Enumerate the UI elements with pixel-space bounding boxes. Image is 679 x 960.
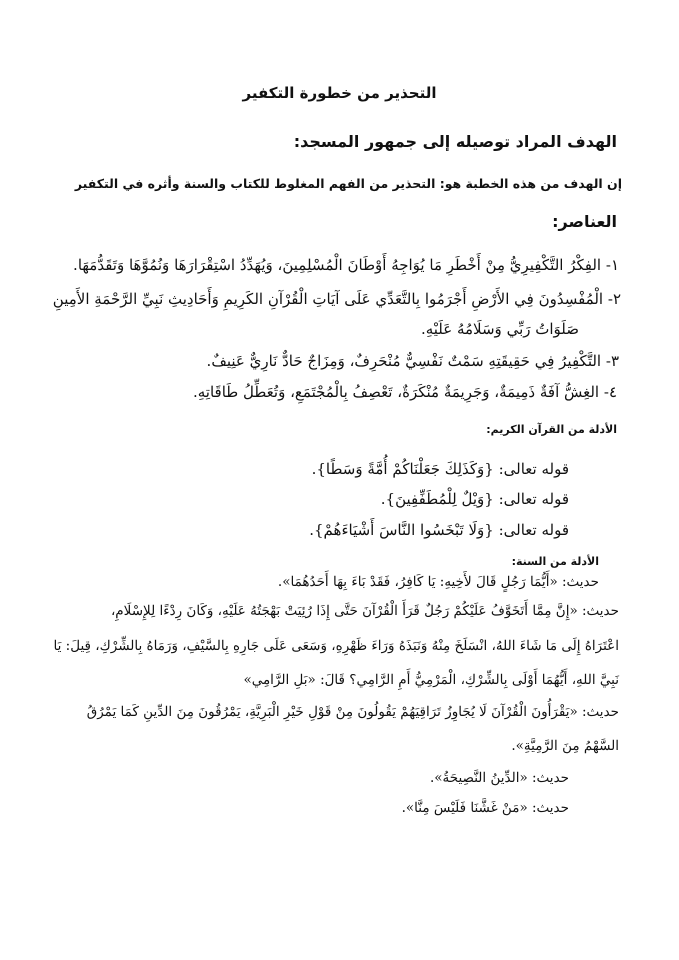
hadith-2: حديث: «إِنَّ مِمَّا أَتَخَوَّفُ عَلَيْكُمْ رَجُلٌ قَرَأَ الْقُرْآنَ حَتَّى إِذَا رُئِيَتْ بَهْجَتُهُ عَلَيْهِ، وَكَانَ رِدْءًا لِلإِسْلَامِ، xyxy=(110,603,619,619)
goal-heading: الهدف المراد توصيله إلى جمهور المسجد: xyxy=(293,132,617,151)
hadith-2-cont-2: نَبِيَّ اللهِ، أَيُّهُمَا أَوْلَى بِالشِّرْكِ، الْمَرْمِيُّ أَمِ الرَّامِي؟ قَالَ: «بَلِ الرَّامِي» xyxy=(243,672,619,688)
quran-heading: الأدلة من القرآن الكريم: xyxy=(486,423,617,436)
hadith-3-cont: السَّهْمُ مِنَ الرَّمِيَّةِ». xyxy=(511,738,619,754)
hadith-1: حديث: «أَيُّمَا رَجُلٍ قَالَ لأَخِيهِ: يَا كَافِرُ، فَقَدْ بَاءَ بِهَا أَحَدُهُمَا». xyxy=(277,574,599,590)
elements-heading: العناصر: xyxy=(552,212,617,231)
hadith-4: حديث: «الدِّينُ النَّصِيحَةُ». xyxy=(429,770,569,786)
quran-verse-3: قوله تعالى: {وَلَا تَبْخَسُوا النَّاسَ أَشْيَاءَهُمْ}. xyxy=(309,521,569,539)
element-item-4: ٤- الغِشُّ آفَةٌ ذَمِيمَةٌ، وَجَرِيمَةٌ مُنْكَرَةٌ، تَعْصِفُ بِالْمُجْتَمَعِ، وَتُعَطِّلُ طَاقَاتِهِ. xyxy=(192,383,617,401)
hadith-5: حديث: «مَنْ غَشَّنَا فَلَيْسَ مِنَّا». xyxy=(401,800,569,816)
element-item-1: ١- الفِكْرُ التَّكْفِيرِيُّ مِنْ أَخْطَرِ مَا يُوَاجِهُ أَوْطَانَ الْمُسْلِمِينَ، وَيُهَدِّدُ اسْتِقْرَارَهَا وَنُمُوَّهَا وَتَقَدُّمَهَا. xyxy=(73,256,619,274)
page-title: التحذير من خطورة التكفير xyxy=(242,84,437,102)
element-item-2-cont: صَلَوَاتُ رَبِّي وَسَلَامُهُ عَلَيْهِ. xyxy=(420,320,579,338)
element-item-3: ٣- التَّكْفِيرُ فِي حَقِيقَتِهِ سَمْتٌ نَفْسِيٌّ مُنْحَرِفٌ، وَمِزَاجٌ حَادٌّ نَارِيٌّ عَنِيفٌ. xyxy=(206,352,619,370)
quran-verse-2: قوله تعالى: {وَيْلٌ لِلْمُطَفِّفِينَ}. xyxy=(380,490,569,508)
goal-text: إن الهدف من هذه الخطبة هو: التحذير من الفهم المغلوط للكتاب والسنة وأثره في التكفير xyxy=(74,176,622,191)
hadith-3: حديث: «يَقْرَأُونَ الْقُرْآنَ لَا يُجَاوِزُ تَرَاقِيَهُمْ يَقُولُونَ مِنْ قَوْلِ خَيْرِ الْبَرِيَّةِ، يَمْرُقُونَ مِنَ الدِّينِ كَمَا يَمْرُقُ xyxy=(86,704,619,720)
hadith-2-cont-1: اعْتَرَاهُ إِلَى مَا شَاءَ اللهُ، انْسَلَخَ مِنْهُ وَنَبَذَهُ وَرَاءَ ظَهْرِهِ، وَسَعَى عَلَى جَارِهِ بِالسَّيْفِ، وَرَمَاهُ بِالشِّرْكِ، قِيلَ: يَا xyxy=(53,638,619,654)
quran-verse-1: قوله تعالى: {وَكَذَلِكَ جَعَلْنَاكُمْ أُمَّةً وَسَطًا}. xyxy=(311,460,569,478)
sunnah-heading: الأدلة من السنة: xyxy=(511,555,599,568)
element-item-2: ٢- الْمُفْسِدُونَ فِي الأَرْضِ أَجْرَمُوا بِالتَّعَدِّي عَلَى آيَاتِ الْقُرْآنِ الكَرِيمِ وَأَحَادِيثِ نَبِيِّ الرَّحْمَةِ الأَمِينِ xyxy=(52,290,621,308)
